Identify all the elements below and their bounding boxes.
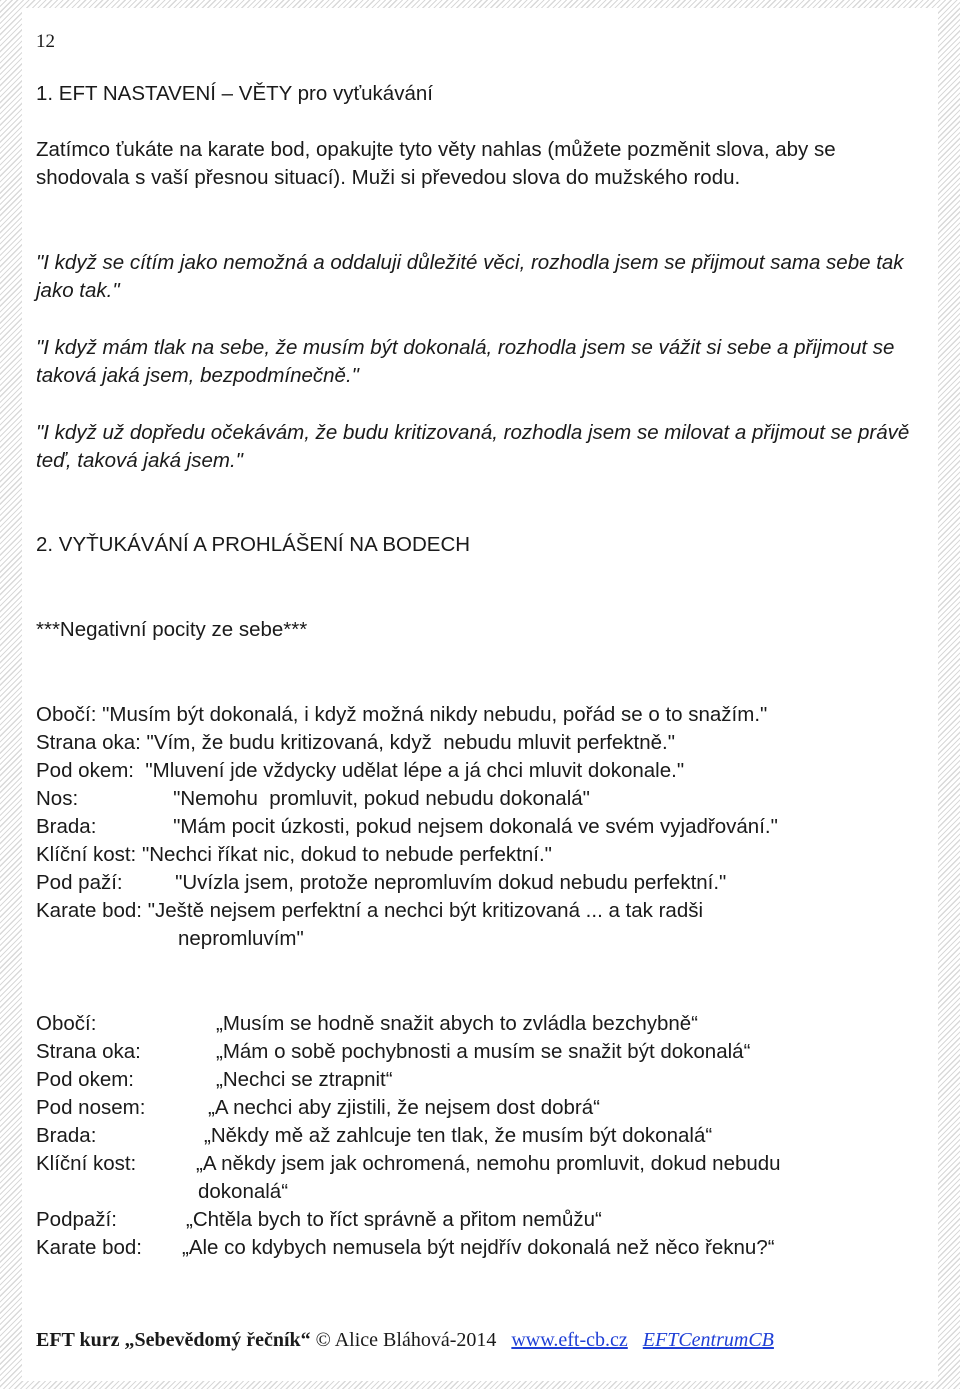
point-label: Nos: <box>36 787 79 810</box>
copyright-notice: © Alice Bláhová-2014 <box>315 1329 497 1351</box>
section-2-title: 2. VYŤUKÁVÁNÍ A PROHLÁŠENÍ NA BODECH <box>36 533 471 556</box>
point-statement: "Musím být dokonalá, i když možná nikdy nebudu, pořád se o to snažím." <box>96 703 768 726</box>
point-label: Obočí: <box>36 1012 97 1035</box>
point-label: Pod okem: <box>36 759 134 782</box>
point-label: Klíční kost: <box>36 843 137 866</box>
setup-sentence: "I když mám tlak na sebe, že musím být dokonalá, rozhodla jsem se vážit si sebe a přijmout se taková jaká jsem, bezpodmínečně." <box>36 336 895 387</box>
point-statement: „Chtěla bych to říct správně a přitom nemůžu“ <box>186 1208 602 1231</box>
point-label: Brada: <box>36 815 97 838</box>
page <box>22 8 938 1381</box>
setup-sentence: "I když se cítím jako nemožná a oddaluji důležité věci, rozhodla jsem se přijmout sama sebe tak jako tak." <box>36 251 904 302</box>
tapping-point-row <box>36 757 684 785</box>
tapping-point-row <box>36 813 778 841</box>
point-label: Pod okem: <box>36 1068 134 1091</box>
point-statement: "Vím, že budu kritizovaná, když nebudu mluvit perfektně." <box>140 731 675 754</box>
point-statement: „A nechci aby zjistili, že nejsem dost dobrá“ <box>208 1096 600 1119</box>
website-link[interactable]: www.eft-cb.cz <box>511 1329 628 1351</box>
page-footer <box>36 1326 774 1354</box>
point-statement: „Nechci se ztrapnit“ <box>216 1068 393 1091</box>
point-statement: "Uvízla jsem, protože nepromluvím dokud nebudu perfektní." <box>158 871 727 894</box>
tapping-point-row <box>36 841 552 869</box>
tapping-point-row <box>36 869 726 897</box>
tapping-point-row <box>36 729 675 757</box>
course-title: EFT kurz „Sebevědomý řečník“ <box>36 1329 311 1351</box>
point-statement: „Mám o sobě pochybnosti a musím se snažit být dokonalá“ <box>216 1040 751 1063</box>
point-statement: „Ale co kdybych nemusela být nejdřív dokonalá než něco řeknu?“ <box>182 1236 775 1259</box>
point-statement: „Někdy mě až zahlcuje ten tlak, že musím být dokonalá“ <box>204 1124 713 1147</box>
section-2-subtitle: ***Negativní pocity ze sebe*** <box>36 618 308 641</box>
point-statement: "Mám pocit úzkosti, pokud nejsem dokonalá ve svém vyjadřování." <box>156 815 778 838</box>
tapping-point-row <box>36 897 703 925</box>
brand-link[interactable]: EFTCentrumCB <box>642 1329 774 1351</box>
point-label: Strana oka: <box>36 731 141 754</box>
setup-sentence: "I když už dopředu očekávám, že budu kritizovaná, rozhodla jsem se milovat a přijmout se právě teď, taková jaká jsem." <box>36 421 910 472</box>
point-statement: "Nechci říkat nic, dokud to nebude perfektní." <box>136 843 552 866</box>
point-statement: "Mluvení jde vždycky udělat lépe a já chci mluvit dokonale." <box>134 759 685 782</box>
point-statement: "Nemohu promluvit, pokud nebudu dokonalá" <box>156 787 590 810</box>
point-label: Podpaží: <box>36 1208 117 1231</box>
intro-paragraph: Zatímco ťukáte na karate bod, opakujte tyto věty nahlas (můžete pozměnit slova, aby se shodovala s vaší přesnou situací). Muži si převedou slova do mužského rodu. <box>36 138 836 189</box>
point-label: Brada: <box>36 1124 97 1147</box>
point-label: Pod nosem: <box>36 1096 146 1119</box>
section-1-title: 1. EFT NASTAVENÍ – VĚTY pro vyťukávání <box>36 82 433 105</box>
tapping-point-row <box>36 701 767 729</box>
point-label: Obočí: <box>36 703 97 726</box>
point-label: Klíční kost: <box>36 1152 137 1175</box>
point-label: Karate bod: <box>36 899 142 922</box>
point-label: Karate bod: <box>36 1236 142 1259</box>
tapping-point-row <box>36 785 590 813</box>
point-statement-continuation: dokonalá“ <box>198 1180 289 1203</box>
point-statement: „A někdy jsem jak ochromená, nemohu promluvit, dokud nebudu <box>196 1152 781 1175</box>
point-statement: "Ještě nejsem perfektní a nechci být kritizovaná ... a tak radši <box>142 899 704 922</box>
point-statement: „Musím se hodně snažit abych to zvládla bezchybně“ <box>216 1012 699 1035</box>
point-statement-continuation: nepromluvím" <box>178 927 304 950</box>
point-label: Strana oka: <box>36 1040 141 1063</box>
page-number: 12 <box>36 31 55 52</box>
point-label: Pod paží: <box>36 871 123 894</box>
